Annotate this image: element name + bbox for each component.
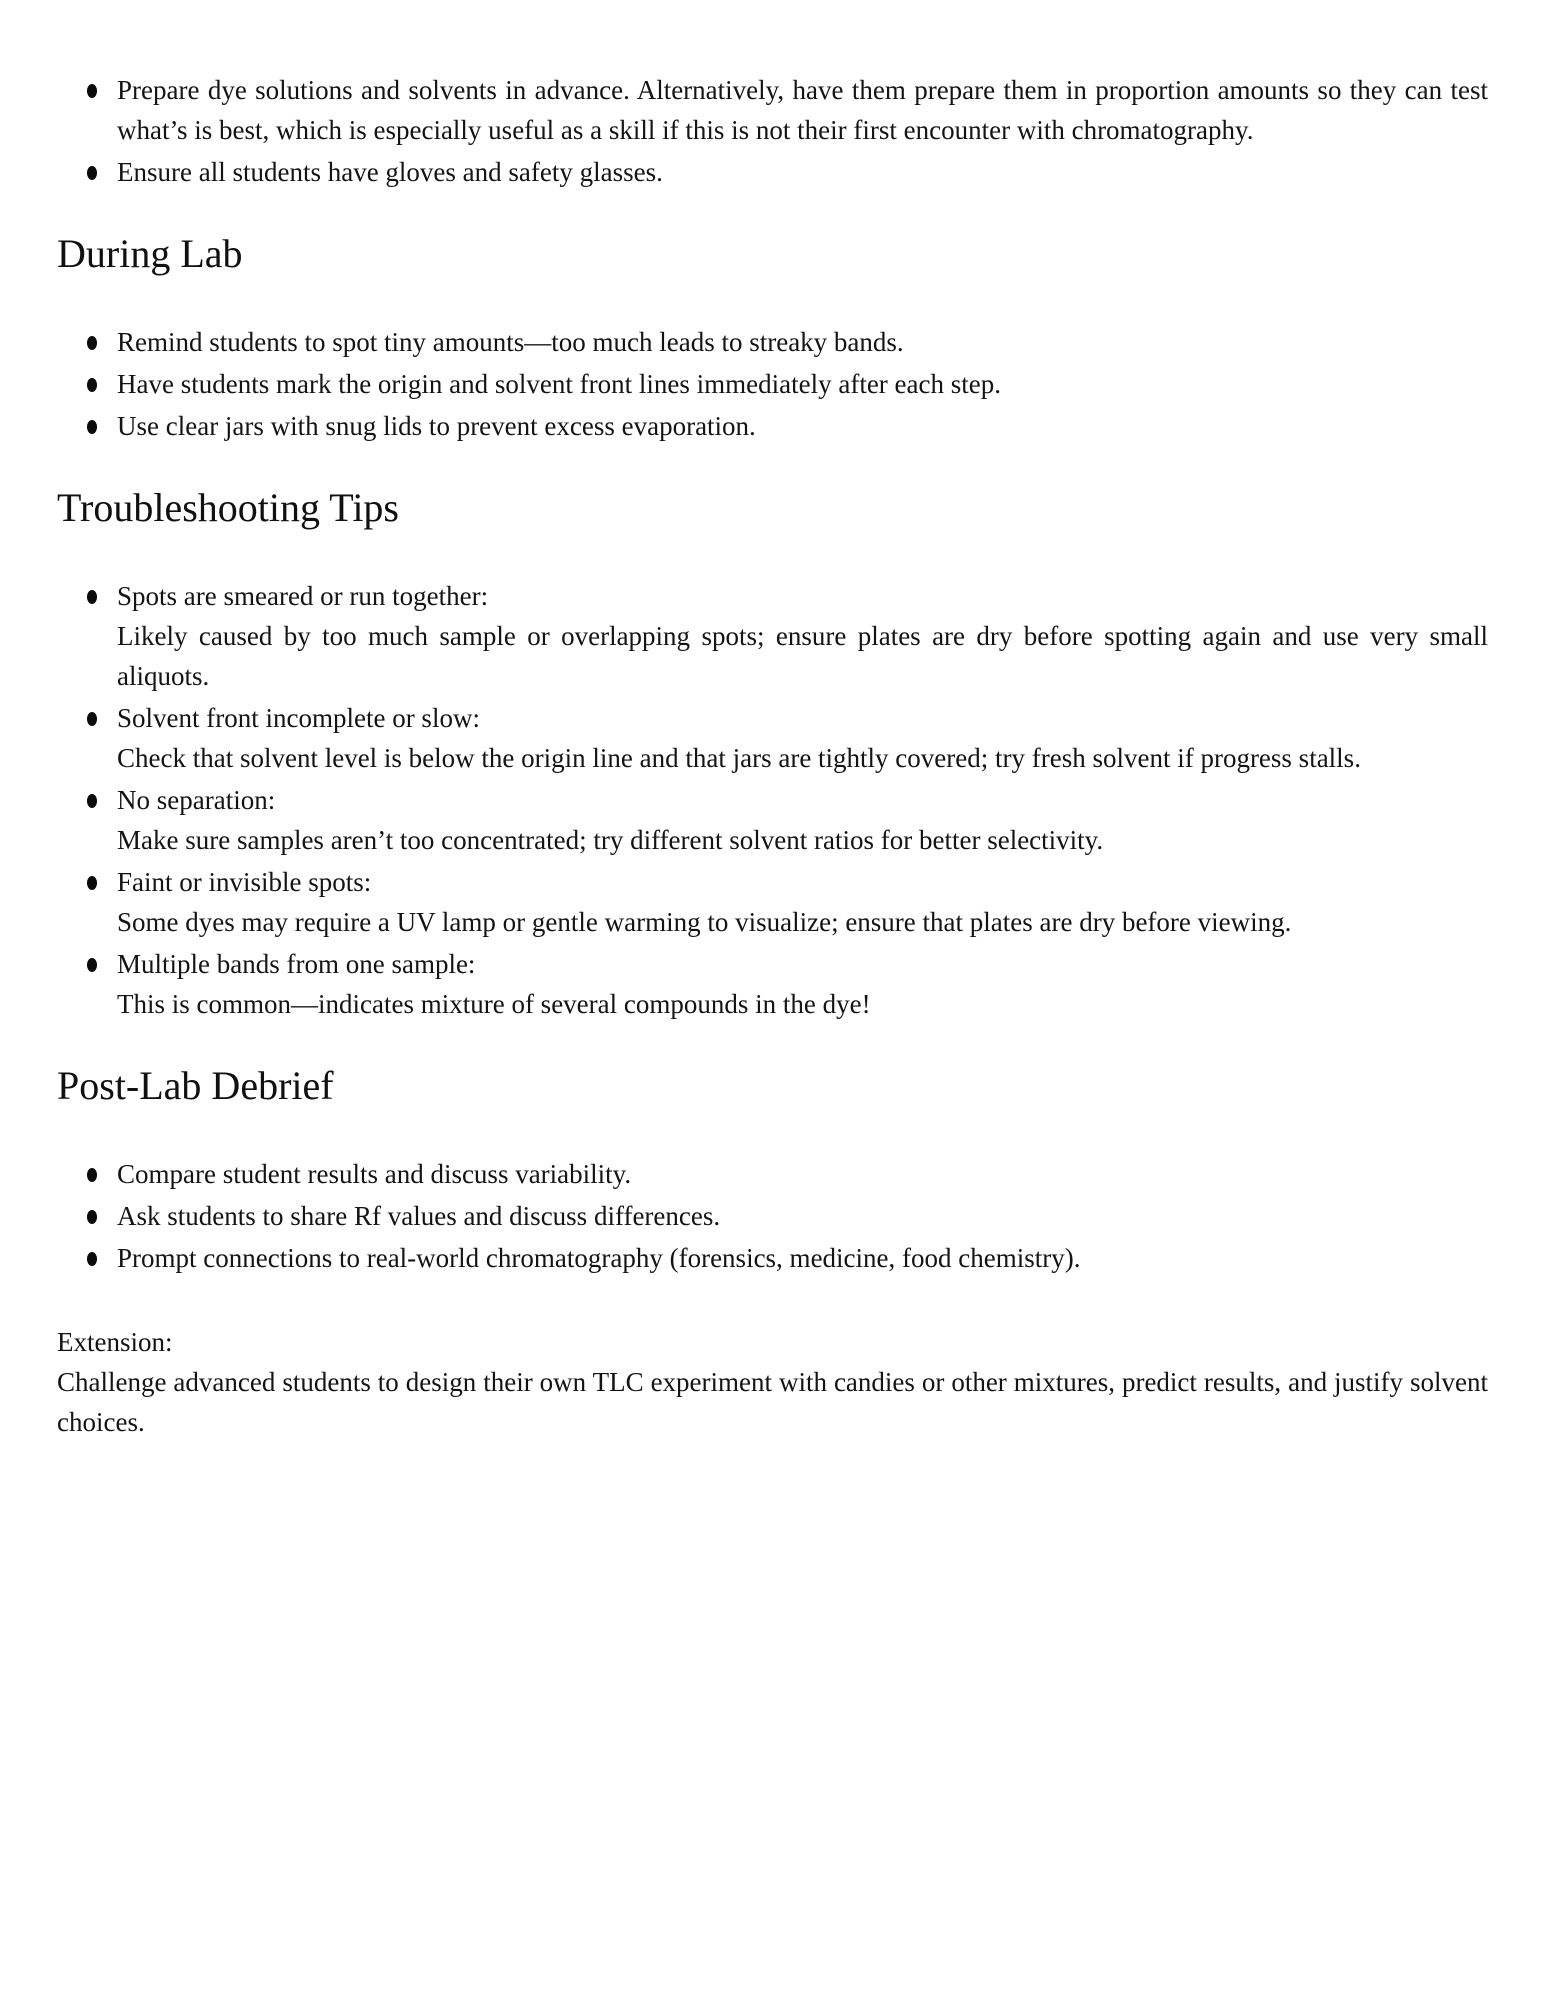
tip-title: Spots are smeared or run together: <box>117 581 489 611</box>
list-item: Prompt connections to real-world chromatography (forensics, medicine, food chemistry). <box>117 1238 1488 1278</box>
tip-body: Likely caused by too much sample or overlapping spots; ensure plates are dry before spotting again and use very small aliquots. <box>117 621 1488 691</box>
tip-body: Check that solvent level is below the origin line and that jars are tightly covered; try fresh solvent if progress stalls. <box>117 743 1361 773</box>
tip-title: Faint or invisible spots: <box>117 867 372 897</box>
list-item <box>117 698 1488 778</box>
extension-text: Challenge advanced students to design their own TLC experiment with candies or other mixtures, predict results, and justify solvent choices. <box>57 1367 1488 1437</box>
list-item: Ensure all students have gloves and safety glasses. <box>117 152 1488 192</box>
list-item <box>117 944 1488 1024</box>
list-item <box>117 576 1488 696</box>
list-item <box>117 862 1488 942</box>
extension-paragraph <box>57 1322 1488 1442</box>
tip-body: Make sure samples aren’t too concentrated; try different solvent ratios for better selectivity. <box>117 825 1104 855</box>
list-item: Ask students to share Rf values and discuss differences. <box>117 1196 1488 1236</box>
section-heading-troubleshooting: Troubleshooting Tips <box>57 485 399 530</box>
tip-title: Multiple bands from one sample: <box>117 949 476 979</box>
list-item: Use clear jars with snug lids to prevent excess evaporation. <box>117 406 1488 446</box>
list-item: Remind students to spot tiny amounts—too much leads to streaky bands. <box>117 322 1488 362</box>
tip-body: This is common—indicates mixture of several compounds in the dye! <box>117 989 871 1019</box>
during-lab-bullet-list <box>57 322 1488 446</box>
tip-body: Some dyes may require a UV lamp or gentle warming to visualize; ensure that plates are dry before viewing. <box>117 907 1292 937</box>
list-item: Have students mark the origin and solvent front lines immediately after each step. <box>117 364 1488 404</box>
intro-bullet-list <box>57 70 1488 192</box>
troubleshooting-bullet-list <box>57 576 1488 1024</box>
section-heading-during-lab: During Lab <box>57 231 243 276</box>
section-heading-post-lab: Post-Lab Debrief <box>57 1063 334 1108</box>
tip-title: No separation: <box>117 785 276 815</box>
list-item: Compare student results and discuss variability. <box>117 1154 1488 1194</box>
extension-label: Extension: <box>57 1327 173 1357</box>
post-lab-bullet-list <box>57 1154 1488 1278</box>
tip-title: Solvent front incomplete or slow: <box>117 703 480 733</box>
list-item: Prepare dye solutions and solvents in advance. Alternatively, have them prepare them in proportion amounts so they can test what’s is best, which is especially useful as a skill if this is not their first encounter with chromatography. <box>117 70 1488 150</box>
list-item <box>117 780 1488 860</box>
